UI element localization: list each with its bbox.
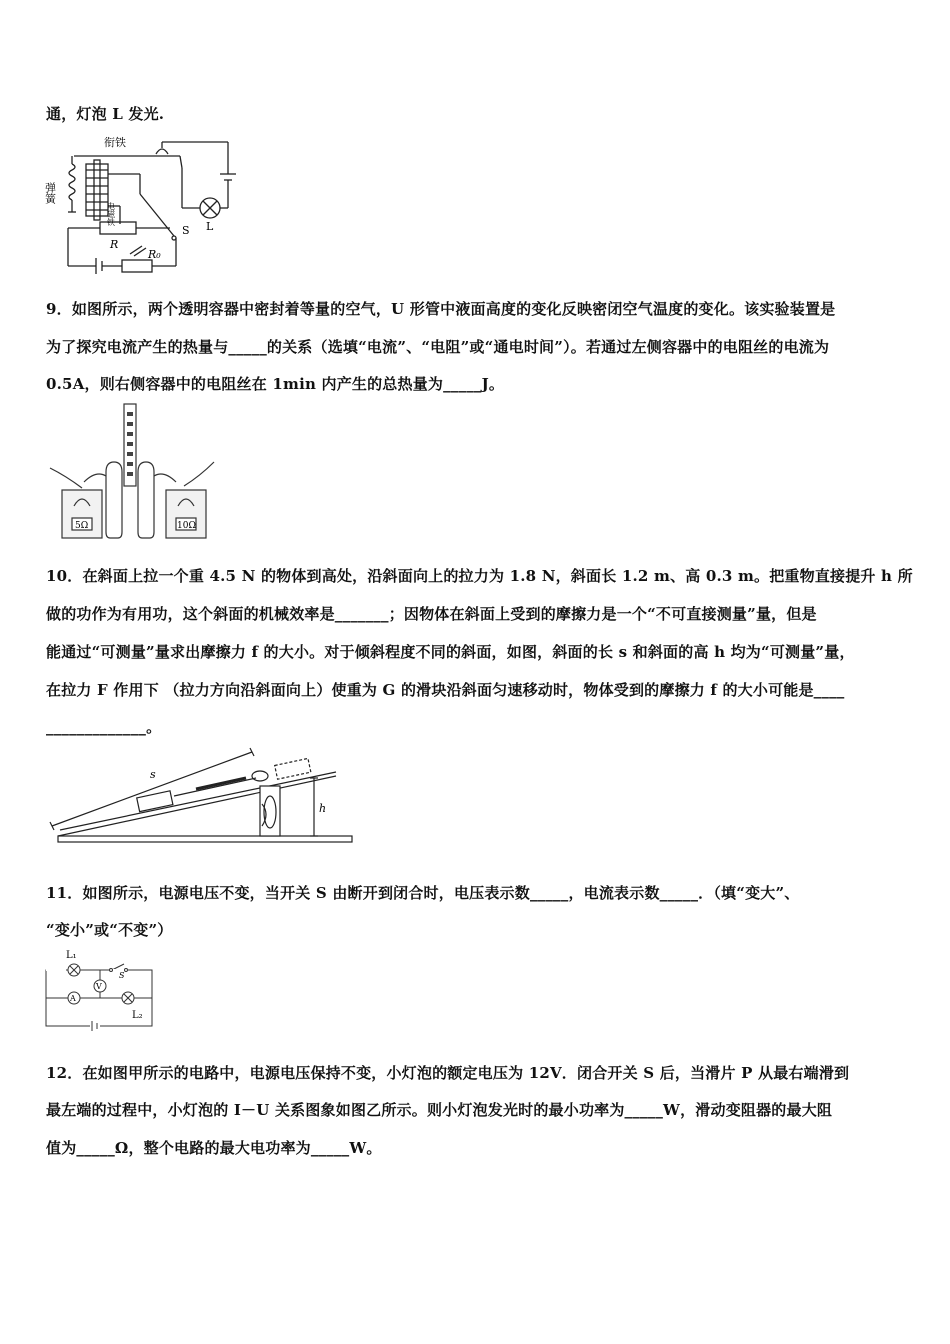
label-R: R bbox=[110, 238, 119, 251]
q10-line-5: _____________。 bbox=[46, 718, 162, 736]
relay-circuit-figure bbox=[43, 134, 250, 274]
label-spring: 弹簧 bbox=[43, 182, 57, 204]
circuit-l1-l2-figure bbox=[44, 946, 156, 1032]
q10-line-2: 做的功作为有用功，这个斜面的机械效率是_______；因物体在斜面上受到的摩擦力是一个“不可直接测量”量，但是 bbox=[46, 605, 817, 623]
u-tube-containers-figure bbox=[48, 402, 218, 542]
q9-line-2: 为了探究电流产生的热量与_____的关系（选填“电流”、“电阻”或“通电时间”）。若通过左侧容器中的电阻丝的电流为 bbox=[46, 338, 830, 356]
label-S: S bbox=[182, 224, 190, 237]
q12-line-1: 12．在如图甲所示的电路中，电源电压保持不变，小灯泡的额定电压为 12V．闭合开关 S 后，当滑片 P 从最右端滑到 bbox=[46, 1064, 850, 1082]
q9-line-1: 9．如图所示，两个透明容器中密封着等量的空气，U 形管中液面高度的变化反映密闭空气温度的变化。该实验装置是 bbox=[46, 300, 836, 318]
q11-line-2: “变小”或“不变”） bbox=[46, 921, 173, 939]
label-R0: R₀ bbox=[148, 248, 161, 261]
q10-line-3: 能通过“可测量”量求出摩擦力 f 的大小。对于倾斜程度不同的斜面，如图，斜面的长 s 和斜面的高 h 均为“可测量”量， bbox=[46, 643, 855, 661]
q9-line-3: 0.5A，则右侧容器中的电阻丝在 1min 内产生的总热量为_____J。 bbox=[46, 375, 505, 393]
label-voltmeter-V: V bbox=[96, 982, 102, 991]
q8-tail-text: 通，灯泡 L 发光. bbox=[46, 105, 165, 123]
label-magnet: 电磁铁 bbox=[106, 202, 116, 226]
q11-line-1: 11．如图所示，电源电压不变，当开关 S 由断开到闭合时，电压表示数_____，电流表示数_____．（填“变大”、 bbox=[46, 884, 800, 902]
label-s: s bbox=[150, 768, 156, 781]
inclined-plane-figure bbox=[46, 744, 356, 848]
q12-line-2: 最左端的过程中，小灯泡的 I－U 关系图象如图乙所示。则小灯泡发光时的最小功率为_____W，滑动变阻器的最大阻 bbox=[46, 1101, 833, 1119]
label-10-ohm: 10Ω bbox=[177, 521, 196, 531]
q12-line-3: 值为_____Ω，整个电路的最大电功率为_____W。 bbox=[46, 1139, 382, 1157]
label-5-ohm: 5Ω bbox=[75, 521, 89, 531]
label-L1: L₁ bbox=[66, 950, 77, 961]
q10-line-1: 10．在斜面上拉一个重 4.5 N 的物体到高处，沿斜面向上的拉力为 1.8 N，斜面长 1.2 m、高 0.3 m。把重物直接提升 h 所 bbox=[46, 567, 913, 585]
q10-line-4: 在拉力 F 作用下 （拉力方向沿斜面向上）使重为 G 的滑块沿斜面匀速移动时，物体受到的摩擦力 f 的大小可能是____ bbox=[46, 681, 845, 699]
label-h: h bbox=[319, 802, 327, 815]
label-switch-S: S bbox=[119, 971, 125, 980]
label-L: L bbox=[206, 220, 214, 233]
label-ammeter-A: A bbox=[70, 994, 76, 1003]
label-armature: 衔铁 bbox=[104, 136, 126, 149]
label-L2: L₂ bbox=[132, 1010, 143, 1021]
